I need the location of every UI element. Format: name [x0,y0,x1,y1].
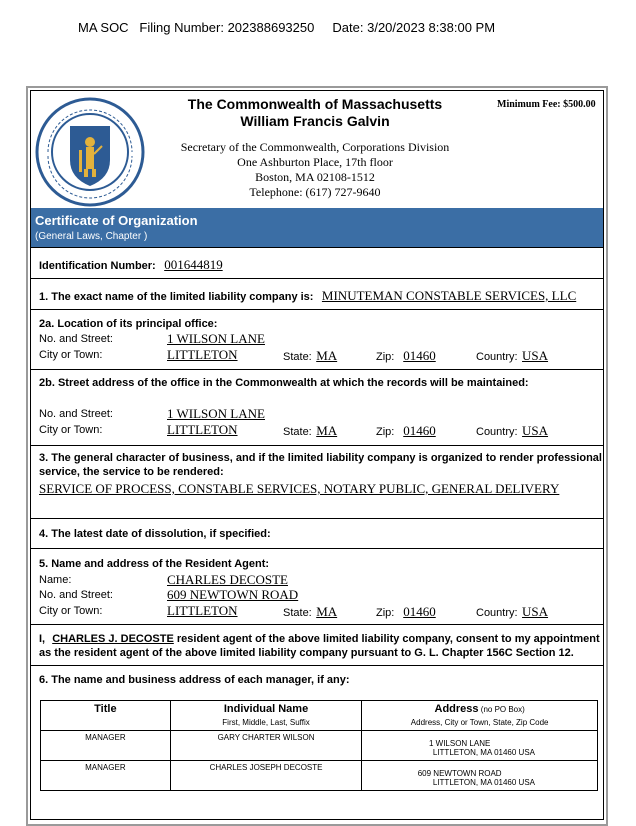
state-label: State: [283,607,312,619]
country-label: Country: [476,426,518,438]
division-phone: Telephone: (617) 727-9640 [249,185,381,199]
country-label: Country: [476,351,518,363]
manager-address-line-2: LITTLETON, MA 01460 USA [432,778,535,787]
address-column-header [362,701,598,731]
divider [30,309,604,310]
consent-text-2: as the resident agent of the above limited liability company pursuant to G. L. Chapter 156C Section 12. [39,647,574,659]
principal-street: 1 WILSON LANE [167,331,265,346]
principal-office-label: 2a. Location of its principal office: [39,318,218,330]
manager-name: CHARLES JOSEPH DECOSTE [170,761,362,791]
agent-state: MA [316,604,338,619]
agent-street: 609 NEWTOWN ROAD [167,587,299,602]
records-city: LITTLETON [167,422,238,437]
records-zip: 01460 [403,423,436,438]
address-header: Address [434,703,479,715]
country-label: Country: [476,607,518,619]
consent-agent-name: CHARLES J. DECOSTE [52,633,174,645]
agent-country: USA [522,604,549,619]
records-state: MA [316,423,338,438]
city-label: City or Town: [39,349,103,361]
divider [30,369,604,370]
certificate-subtitle: (General Laws, Chapter ) [35,231,148,242]
commonwealth-title: The Commonwealth of Massachusetts [187,96,443,112]
agent-city: LITTLETON [167,603,238,618]
name-header: Individual Name [223,703,309,715]
records-office-label: 2b. Street address of the office in the Commonwealth at which the records will be maintained: [39,377,529,389]
principal-zip: 01460 [403,348,436,363]
divider [30,247,604,248]
manager-title: MANAGER [41,761,171,791]
address-note: (no PO Box) [480,705,525,714]
manager-name: GARY CHARTER WILSON [170,731,362,761]
date-label: Date: [332,20,364,35]
title-column-header [41,701,171,731]
manager-title: MANAGER [41,731,171,761]
business-character-label-1: 3. The general character of business, and if the limited liability company is organized to render professional [39,452,602,464]
manager-address-line-1: 1 WILSON LANE [428,739,491,748]
consent-text-1: resident agent of the above limited liability company, consent to my appointment [176,633,600,645]
filing-number-label: Filing Number: [139,20,224,35]
state-label: State: [283,351,312,363]
dissolution-date-label: 4. The latest date of dissolution, if specified: [39,528,271,540]
records-country: USA [522,423,549,438]
title-header: Title [94,703,117,715]
business-character-label-2: service, the service to be rendered: [39,466,224,478]
records-street: 1 WILSON LANE [167,406,265,421]
secretary-name: William Francis Galvin [240,113,390,129]
business-character-value: SERVICE OF PROCESS, CONSTABLE SERVICES, NOTARY PUBLIC, GENERAL DELIVERY [39,481,560,496]
zip-label: Zip: [376,607,395,619]
agency: MA SOC [78,20,129,35]
division-address-3: Boston, MA 02108-1512 [255,170,375,184]
agent-name-label: Name: [39,574,72,586]
filing-header [78,20,495,35]
llc-name-value: MINUTEMAN CONSTABLE SERVICES, LLC [321,288,577,303]
divider [30,665,604,666]
id-number-label: Identification Number: [39,260,156,272]
street-label: No. and Street: [39,589,113,601]
street-label: No. and Street: [39,333,113,345]
name-column-header [170,701,362,731]
principal-country: USA [522,348,549,363]
table-header-row [41,701,598,731]
zip-label: Zip: [376,426,395,438]
zip-label: Zip: [376,351,395,363]
manager-address [362,761,598,791]
divider [30,548,604,549]
consent-prefix: I, [39,633,46,645]
principal-state: MA [316,348,338,363]
city-label: City or Town: [39,424,103,436]
name-subheader: First, Middle, Last, Suffix [222,718,310,727]
address-subheader: Address, City or Town, State, Zip Code [410,718,549,727]
principal-city: LITTLETON [167,347,238,362]
minimum-fee: Minimum Fee: $500.00 [497,99,596,110]
agent-zip: 01460 [403,604,436,619]
division-address-2: One Ashburton Place, 17th floor [237,155,393,169]
date-value: 3/20/2023 8:38:00 PM [367,20,496,35]
manager-address [362,731,598,761]
massachusetts-seal-icon [34,96,146,208]
divider [30,624,604,625]
certificate-title: Certificate of Organization [35,213,198,228]
divider [30,445,604,446]
certificate-title-bar [31,208,603,247]
manager-address-line-1: 609 NEWTOWN ROAD [417,769,502,778]
street-label: No. and Street: [39,408,113,420]
divider [30,278,604,279]
city-label: City or Town: [39,605,103,617]
id-number-value: 001644819 [164,257,223,272]
filing-number: 202388693250 [227,20,315,35]
state-label: State: [283,426,312,438]
division-address-1: Secretary of the Commonwealth, Corporations Division [180,140,450,154]
manager-address-line-2: LITTLETON, MA 01460 USA [432,748,535,757]
managers-label: 6. The name and business address of each manager, if any: [39,674,350,686]
table-row [41,761,598,791]
table-row [41,731,598,761]
managers-table [40,700,598,791]
llc-name-label: 1. The exact name of the limited liability company is: [39,291,314,303]
divider [30,518,604,519]
agent-name: CHARLES DECOSTE [167,572,288,587]
resident-agent-label: 5. Name and address of the Resident Agent: [39,558,270,570]
